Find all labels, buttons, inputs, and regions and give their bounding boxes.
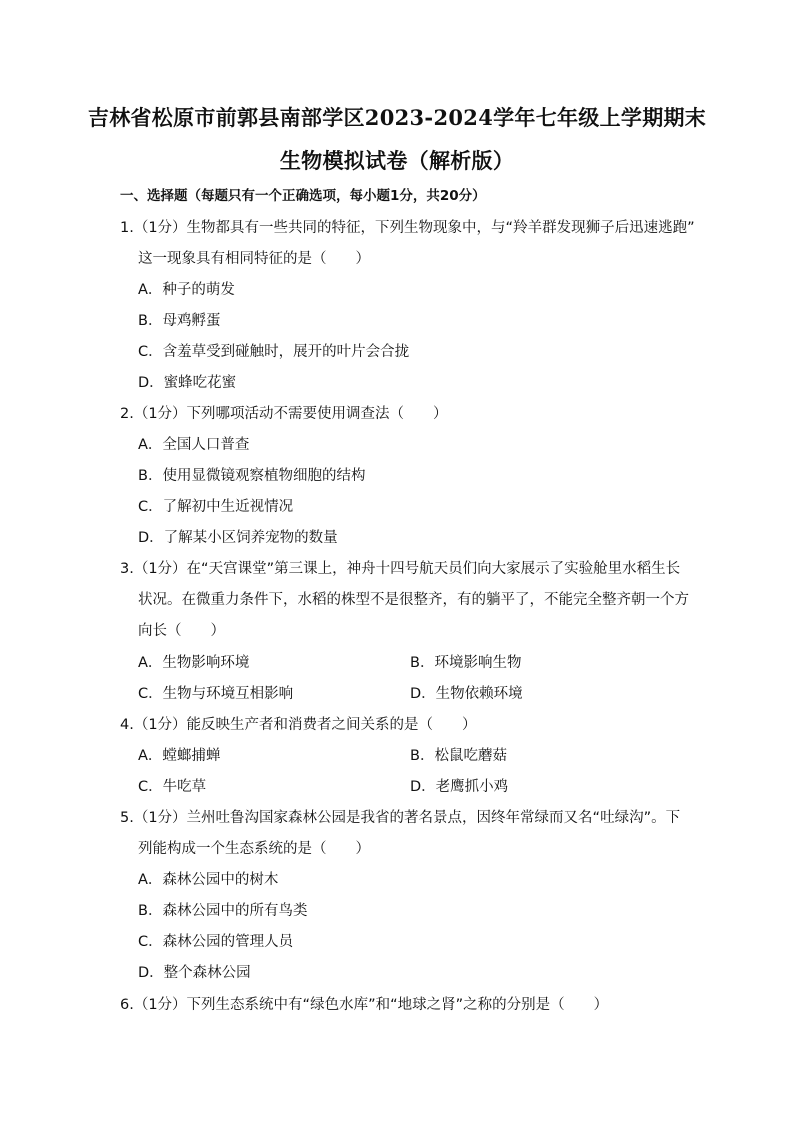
question-2-option-b: B．使用显微镜观察植物细胞的结构 [138,468,366,484]
question-1-text: 1.（1分）生物都具有一些共同的特征，下列生物现象中，与“羚羊群发现狮子后迅速逃跑” [120,220,695,236]
question-4-option-b: B．松鼠吃蘑菇 [410,748,507,764]
question-1-option-d: D．蜜蜂吃花蜜 [138,375,237,391]
question-3-text: 3.（1分）在“天宫课堂”第三课上，神舟十四号航天员们向大家展示了实验舱里水稻生长 [120,561,681,577]
question-1-option-b: B．母鸡孵蛋 [138,313,221,329]
question-5-option-c: C．森林公园的管理人员 [138,934,294,950]
question-5-text: 5.（1分）兰州吐鲁沟国家森林公园是我省的著名景点，因终年常绿而又名“吐绿沟”。下 [120,810,681,826]
question-3-text-cont-1: 状况。在微重力条件下，水稻的株型不是很整齐，有的躺平了，不能完全整齐朝一个方 [138,592,689,608]
question-4-option-a: A．螳螂捕蝉 [138,748,221,764]
question-1-option-c: C．含羞草受到碰触时，展开的叶片会合拢 [138,344,410,360]
question-6-text: 6.（1分）下列生态系统中有“绿色水库”和“地球之肾”之称的分别是（ ） [120,997,609,1013]
question-1-option-a: A．种子的萌发 [138,282,235,298]
question-4-option-c: C．牛吃草 [138,779,207,795]
question-4-option-d: D．老鹰抓小鸡 [410,779,509,795]
question-3-option-c: C．生物与环境互相影响 [138,686,294,702]
question-2-option-a: A．全国人口普查 [138,437,250,453]
question-3-option-a: A．生物影响环境 [138,655,250,671]
question-5-option-b: B．森林公园中的所有鸟类 [138,903,308,919]
question-2-option-d: D．了解某小区饲养宠物的数量 [138,530,338,546]
question-1-text-cont: 这一现象具有相同特征的是（ ） [138,251,370,267]
question-5-option-a: A．森林公园中的树木 [138,872,279,888]
section-heading: 一、选择题（每题只有一个正确选项，每小题1分，共20分） [120,188,486,204]
question-3-text-cont-2: 向长（ ） [138,623,225,639]
question-2-text: 2.（1分）下列哪项活动不需要使用调查法（ ） [120,406,448,422]
question-3-option-b: B．环境影响生物 [410,655,522,671]
page-title-line2: 生物模拟试卷（解析版） [279,148,515,173]
question-4-text: 4.（1分）能反映生产者和消费者之间关系的是（ ） [120,717,477,733]
question-3-option-d: D．生物依赖环境 [410,686,523,702]
question-2-option-c: C．了解初中生近视情况 [138,499,294,515]
question-5-option-d: D．整个森林公园 [138,965,251,981]
page-title-line1: 吉林省松原市前郭县南部学区2023-2024学年七年级上学期期末 [87,105,707,130]
question-5-text-cont: 列能构成一个生态系统的是（ ） [138,841,370,857]
